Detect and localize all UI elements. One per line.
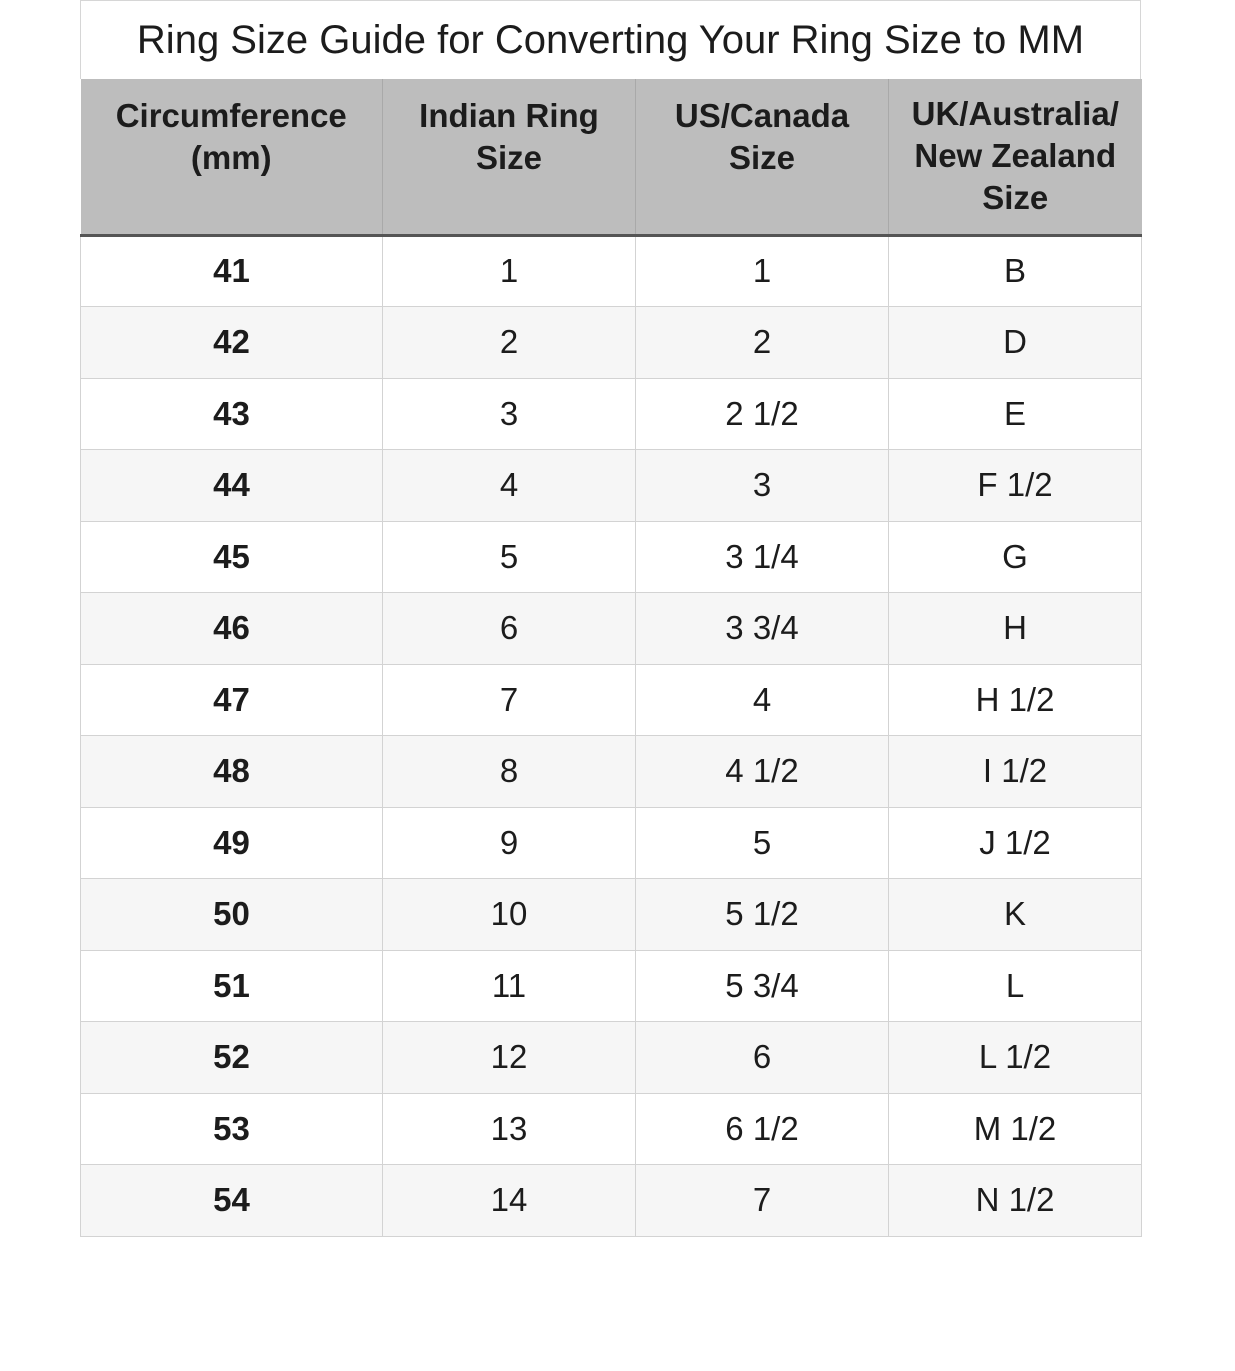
cell-uk-au-nz-size: M 1/2 <box>889 1093 1142 1165</box>
cell-indian-size: 8 <box>383 736 636 808</box>
cell-uk-au-nz-size: L 1/2 <box>889 1022 1142 1094</box>
cell-indian-size: 5 <box>383 521 636 593</box>
table-row <box>81 307 1142 379</box>
table-row <box>81 1165 1142 1237</box>
cell-circumference-mm: 46 <box>81 593 383 665</box>
cell-indian-size: 1 <box>383 235 636 307</box>
cell-uk-au-nz-size: N 1/2 <box>889 1165 1142 1237</box>
cell-indian-size: 14 <box>383 1165 636 1237</box>
cell-uk-au-nz-size: B <box>889 235 1142 307</box>
table-row <box>81 378 1142 450</box>
table-row <box>81 1093 1142 1165</box>
cell-uk-au-nz-size: L <box>889 950 1142 1022</box>
cell-us-canada-size: 3 <box>636 450 889 522</box>
cell-indian-size: 3 <box>383 378 636 450</box>
cell-circumference-mm: 53 <box>81 1093 383 1165</box>
cell-circumference-mm: 49 <box>81 807 383 879</box>
cell-uk-au-nz-size: H 1/2 <box>889 664 1142 736</box>
cell-indian-size: 4 <box>383 450 636 522</box>
header-uk-au-nz-size: UK/Australia/ New Zealand Size <box>889 79 1142 235</box>
cell-indian-size: 13 <box>383 1093 636 1165</box>
cell-uk-au-nz-size: F 1/2 <box>889 450 1142 522</box>
ring-size-table <box>80 79 1142 1237</box>
cell-us-canada-size: 3 1/4 <box>636 521 889 593</box>
ring-size-guide <box>80 0 1141 1237</box>
cell-circumference-mm: 47 <box>81 664 383 736</box>
cell-us-canada-size: 6 <box>636 1022 889 1094</box>
cell-uk-au-nz-size: J 1/2 <box>889 807 1142 879</box>
cell-us-canada-size: 7 <box>636 1165 889 1237</box>
cell-us-canada-size: 6 1/2 <box>636 1093 889 1165</box>
cell-us-canada-size: 2 1/2 <box>636 378 889 450</box>
table-row <box>81 664 1142 736</box>
cell-us-canada-size: 4 <box>636 664 889 736</box>
cell-circumference-mm: 54 <box>81 1165 383 1237</box>
cell-indian-size: 11 <box>383 950 636 1022</box>
header-row <box>81 79 1142 235</box>
table-row <box>81 521 1142 593</box>
cell-uk-au-nz-size: G <box>889 521 1142 593</box>
table-row <box>81 807 1142 879</box>
cell-circumference-mm: 43 <box>81 378 383 450</box>
table-row <box>81 736 1142 808</box>
table-row <box>81 1022 1142 1094</box>
header-indian-size: Indian Ring Size <box>383 79 636 235</box>
table-body <box>81 235 1142 1236</box>
page-title: Ring Size Guide for Converting Your Ring Size to MM <box>80 0 1141 79</box>
cell-us-canada-size: 3 3/4 <box>636 593 889 665</box>
cell-us-canada-size: 1 <box>636 235 889 307</box>
cell-circumference-mm: 52 <box>81 1022 383 1094</box>
cell-indian-size: 2 <box>383 307 636 379</box>
cell-us-canada-size: 5 1/2 <box>636 879 889 951</box>
cell-indian-size: 10 <box>383 879 636 951</box>
cell-indian-size: 12 <box>383 1022 636 1094</box>
cell-indian-size: 9 <box>383 807 636 879</box>
cell-circumference-mm: 48 <box>81 736 383 808</box>
cell-uk-au-nz-size: D <box>889 307 1142 379</box>
cell-circumference-mm: 44 <box>81 450 383 522</box>
header-circumference: Circumference (mm) <box>81 79 383 235</box>
cell-circumference-mm: 51 <box>81 950 383 1022</box>
cell-uk-au-nz-size: K <box>889 879 1142 951</box>
cell-circumference-mm: 41 <box>81 235 383 307</box>
cell-us-canada-size: 2 <box>636 307 889 379</box>
cell-circumference-mm: 45 <box>81 521 383 593</box>
cell-indian-size: 7 <box>383 664 636 736</box>
cell-circumference-mm: 50 <box>81 879 383 951</box>
table-row <box>81 235 1142 307</box>
cell-uk-au-nz-size: E <box>889 378 1142 450</box>
cell-indian-size: 6 <box>383 593 636 665</box>
table-row <box>81 450 1142 522</box>
table-row <box>81 950 1142 1022</box>
cell-us-canada-size: 5 <box>636 807 889 879</box>
cell-uk-au-nz-size: I 1/2 <box>889 736 1142 808</box>
cell-us-canada-size: 5 3/4 <box>636 950 889 1022</box>
table-row <box>81 593 1142 665</box>
table-header <box>81 79 1142 235</box>
header-us-canada-size: US/Canada Size <box>636 79 889 235</box>
cell-uk-au-nz-size: H <box>889 593 1142 665</box>
cell-us-canada-size: 4 1/2 <box>636 736 889 808</box>
table-row <box>81 879 1142 951</box>
cell-circumference-mm: 42 <box>81 307 383 379</box>
